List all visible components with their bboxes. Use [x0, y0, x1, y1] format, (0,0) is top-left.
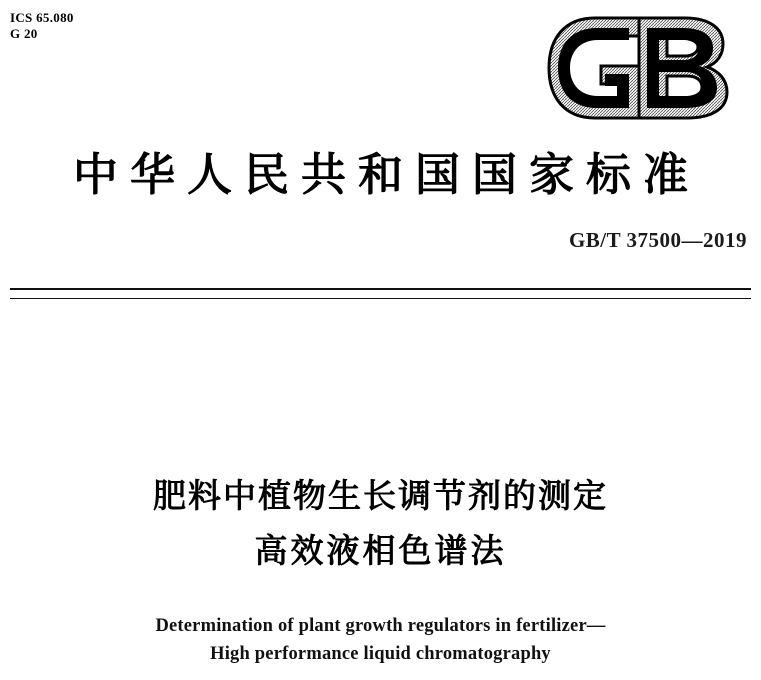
classification-code: G 20 [10, 26, 38, 41]
standard-number: GB/T 37500—2019 [568, 228, 747, 252]
document-title-cn-line1: 肥料中植物生长调节剂的测定 [153, 476, 608, 515]
document-title-en-line1: Determination of plant growth regulators in fertilizer— [155, 616, 606, 636]
divider-top [10, 288, 751, 290]
national-standard-heading: 中华人民共和国国家标准 [72, 148, 700, 201]
document-title-cn-line2: 高效液相色谱法 [254, 531, 507, 570]
ics-code: ICS 65.080 [10, 10, 74, 25]
document-title-en-line2: High performance liquid chromatography [210, 644, 551, 664]
document-title-en [0, 612, 761, 668]
classification-codes [10, 10, 74, 42]
gb-logo [543, 14, 733, 122]
divider-bottom [10, 298, 751, 299]
document-title-cn [0, 468, 761, 578]
